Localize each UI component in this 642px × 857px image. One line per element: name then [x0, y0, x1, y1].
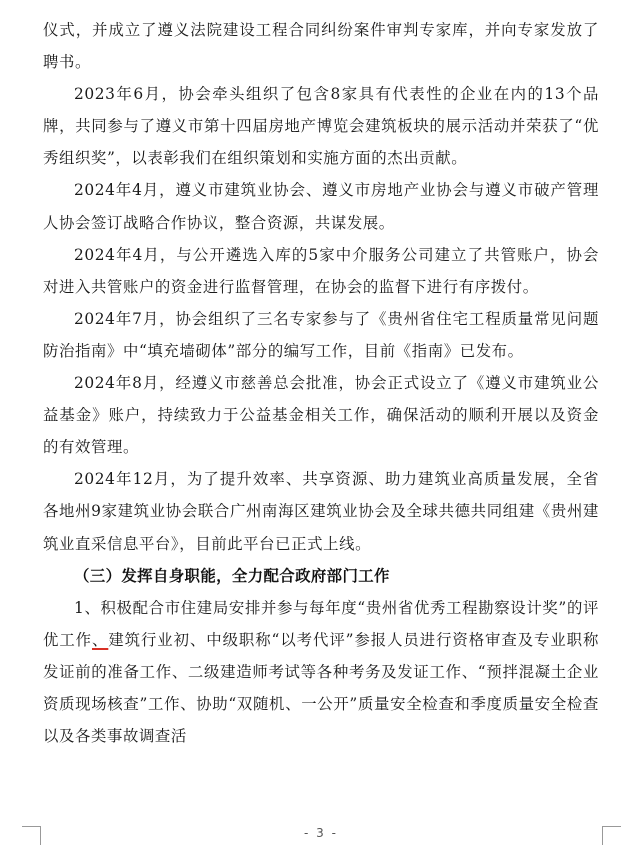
paragraph-6: 2024年8月，经遵义市慈善总会批准，协会正式设立了《遵义市建筑业公益基金》账户，持续致力于公益基金相关工作，确保活动的顺利开展以及资金的有效管理。 [43, 374, 599, 457]
paragraph-3: 2024年4月，遵义市建筑业协会、遵义市房地产业协会与遵义市破产管理人协会签订战略合作协议，整合资源，共谋发展。 [43, 181, 599, 232]
paragraph-7: 2024年12月，为了提升效率、共享资源、助力建筑业高质量发展，全省各地州9家建筑业协会联合广州南海区建筑业协会及全球共德共同组建《贵州建筑业直采信息平台》，目前此平台已正式上线。 [43, 470, 599, 553]
page-number: - 3 - [304, 826, 338, 840]
paragraph-1: 仪式，并成立了遵义法院建设工程合同纠纷案件审判专家库，并向专家发放了聘书。 [43, 21, 599, 72]
paragraph-2: 2023年6月，协会牵头组织了包含8家具有代表性的企业在内的13个品牌，共同参与了遵义市第十四届房地产博览会建筑板块的展示活动并荣获了“优秀组织奖”，以表彰我们在组织策划和实施方面的杰出贡献。 [43, 85, 599, 168]
paragraph-8 [43, 592, 599, 752]
paragraph-4: 2024年4月，与公开遴选入库的5家中介服务公司建立了共管账户，协会对进入共管账户的资金进行监督管理，在协会的监督下进行有序拨付。 [43, 245, 599, 296]
paragraph-5: 2024年7月，协会组织了三名专家参与了《贵州省住宅工程质量常见问题防治指南》中“填充墙砌体”部分的编写工作，目前《指南》已发布。 [43, 309, 599, 360]
spellcheck-marked-text[interactable]: 、 [91, 630, 109, 649]
section-heading: （三）发挥自身职能，全力配合政府部门工作 [74, 566, 390, 585]
document-body [43, 14, 599, 752]
paragraph-8-part-1: 1、积极配合市住建局安排并参与每年度“贵州省优秀工程勘察设计奖”的评优工作 [43, 598, 599, 649]
paragraph-8-part-2: 建筑行业初、中级职称“以考代评”参报人员进行资格审查及专业职称发证前的准备工作、二级建造师考试等各种考务及发证工作、“预拌混凝土企业资质现场核查”工作、协助“双随机、一公开”质量安全检查和季度质量安全检查以及各类事故调查活 [43, 630, 599, 746]
